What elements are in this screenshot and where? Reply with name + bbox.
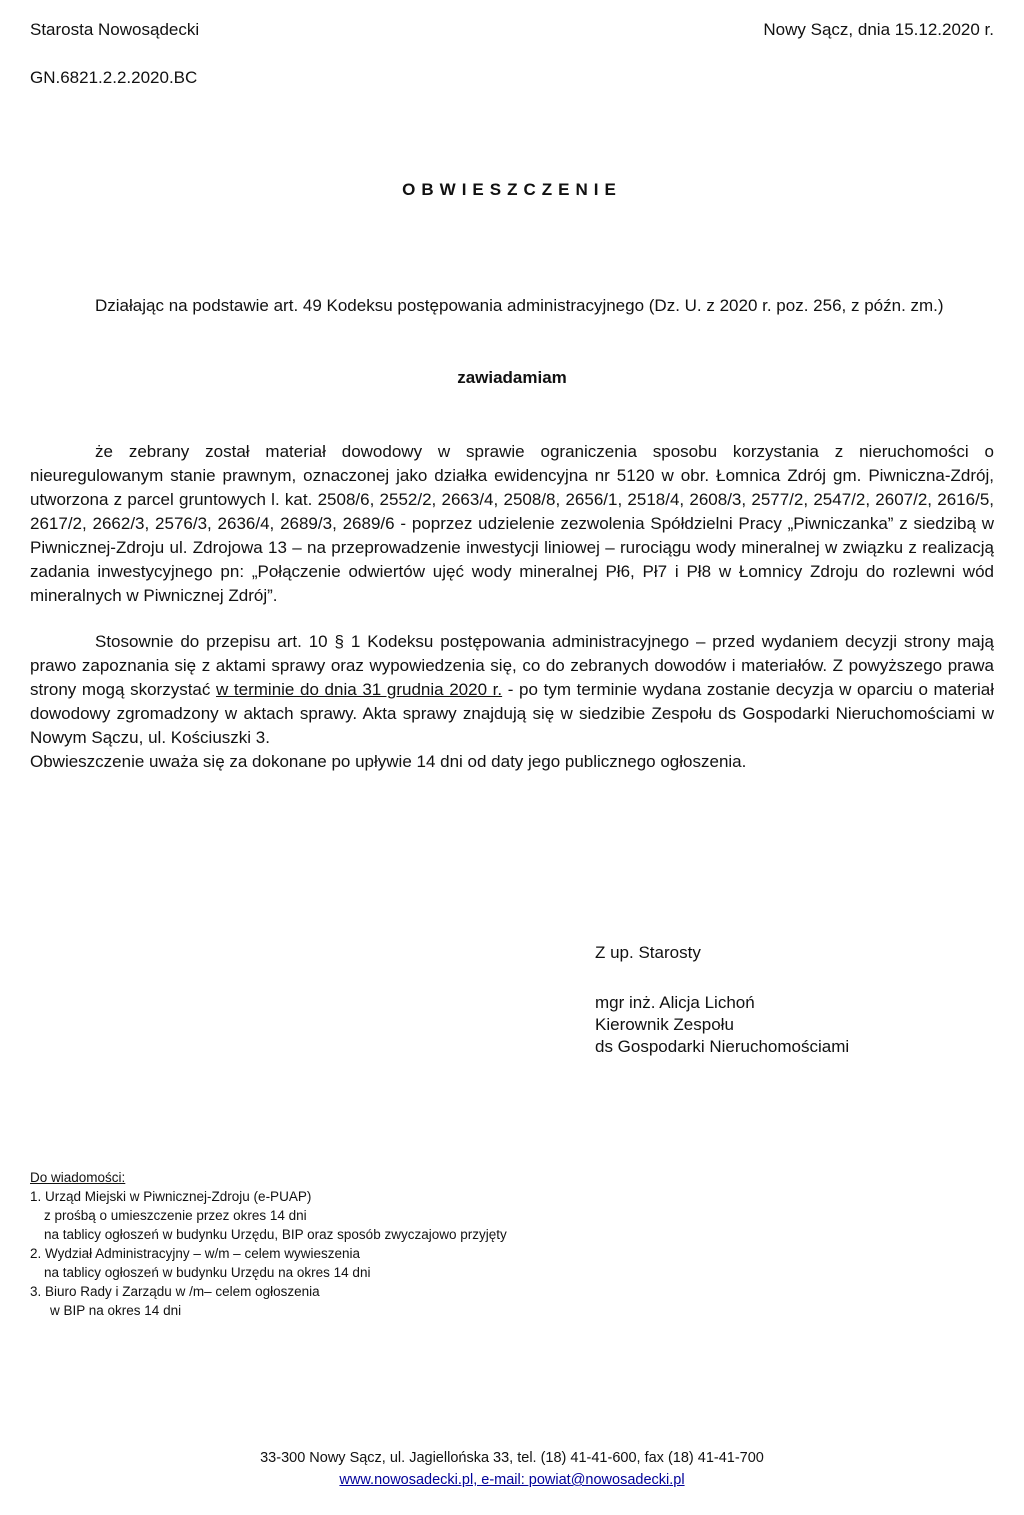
signatory-name: mgr inż. Alicja Lichoń bbox=[595, 993, 755, 1012]
footer bbox=[0, 1447, 1024, 1491]
body-paragraph-2-pre: Stosownie do przepisu art. 10 § 1 Kodeksu postępowania administracyjnego – przed wydaniem decyzji strony mają prawo zapoznania się z aktami sprawy oraz wypowiedzenia się, co do zebranych dowodów i materiałów. Z powyższego prawa strony mogą skorzystać bbox=[30, 632, 994, 699]
date-line: Nowy Sącz, dnia 15.12.2020 r. bbox=[763, 20, 994, 39]
distribution-line: w BIP na okres 14 dni bbox=[50, 1303, 182, 1318]
body-paragraph-1: że zebrany został materiał dowodowy w sprawie ograniczenia sposobu korzystania z nieruchomości o nieuregulowanym stanie prawnym, oznaczonej jako działka ewidencyjna nr 5120 w obr. Łomnica Zdrój gm. Piwniczna-Zdrój, utworzona z parcel gruntowych l. kat. 2508/6, 2552/2, 2663/4, 2508/8, 2656/1, 2518/4, 2608/3, 2577/2, 2547/2, 2607/2, 2616/5, 2617/2, 2662/3, 2576/3, 2636/4, 2689/3, 2689/6 - poprzez udzielenie zezwolenia Spółdzielni Pracy „Piwniczanka” z siedzibą w Piwnicznej-Zdroju ul. Zdrojowa 13 – na przeprowadzenie inwestycji liniowej – rurociągu wody mineralnej w związku z realizacją zadania inwestycyjnego pn: „Połączenie odwiertów ujęć wody mineralnej Pł6, Pł7 i Pł8 w Łomnicy Zdroju do rozlewni wód mineralnych w Piwnicznej Zdrój”. bbox=[30, 442, 994, 605]
footer-links[interactable]: www.nowosadecki.pl, e-mail: powiat@nowosadecki.pl bbox=[339, 1472, 685, 1488]
signatory-department: ds Gospodarki Nieruchomościami bbox=[595, 1037, 850, 1056]
distribution-line: na tablicy ogłoszeń w budynku Urzędu na okres 14 dni bbox=[44, 1265, 371, 1280]
deadline-underline: w terminie do dnia 31 grudnia 2020 r. bbox=[216, 680, 503, 699]
footer-address: 33-300 Nowy Sącz, ul. Jagiellońska 33, tel. (18) 41-41-600, fax (18) 41-41-700 bbox=[260, 1450, 764, 1466]
case-number: GN.6821.2.2.2020.BC bbox=[30, 68, 198, 87]
distribution-line: z prośbą o umieszczenie przez okres 14 dni bbox=[44, 1208, 307, 1223]
distribution-line: na tablicy ogłoszeń w budynku Urzędu, BIP oraz sposób zwyczajowo przyjęty bbox=[44, 1227, 507, 1242]
distribution-line: 2. Wydział Administracyjny – w/m – celem wywieszenia bbox=[30, 1246, 360, 1261]
body-paragraph-2-post: - po tym terminie wydana zostanie decyzja w oparciu o materiał dowodowy zgromadzony w aktach sprawy. Akta sprawy znajdują się w siedzibie Zespołu ds Gospodarki Nieruchomościami w Nowym Sączu, ul. Kościuszki 3. bbox=[30, 680, 994, 747]
body-paragraph-2 bbox=[30, 630, 994, 750]
document-title: OBWIESZCZENIE bbox=[402, 180, 622, 199]
legal-basis-paragraph: Działając na podstawie art. 49 Kodeksu postępowania administracyjnego (Dz. U. z 2020 r. poz. 256, z późn. zm.) bbox=[95, 296, 944, 315]
distribution-line: 1. Urząd Miejski w Piwnicznej-Zdroju (e-PUAP) bbox=[30, 1189, 312, 1204]
distribution-heading: Do wiadomości: bbox=[30, 1170, 126, 1185]
signature-authority: Z up. Starosty bbox=[595, 943, 701, 962]
distribution-line: 3. Biuro Rady i Zarządu w /m– celem ogłoszenia bbox=[30, 1284, 320, 1299]
sender-name: Starosta Nowosądecki bbox=[30, 20, 200, 39]
header-row bbox=[30, 18, 994, 42]
notice-subtitle: zawiadamiam bbox=[457, 368, 567, 387]
signature-block bbox=[595, 942, 994, 1058]
distribution-section bbox=[30, 1168, 994, 1320]
body-paragraph-3: Obwieszczenie uważa się za dokonane po upływie 14 dni od daty jego publicznego ogłoszenia. bbox=[30, 752, 747, 771]
signatory-role: Kierownik Zespołu bbox=[595, 1015, 734, 1034]
